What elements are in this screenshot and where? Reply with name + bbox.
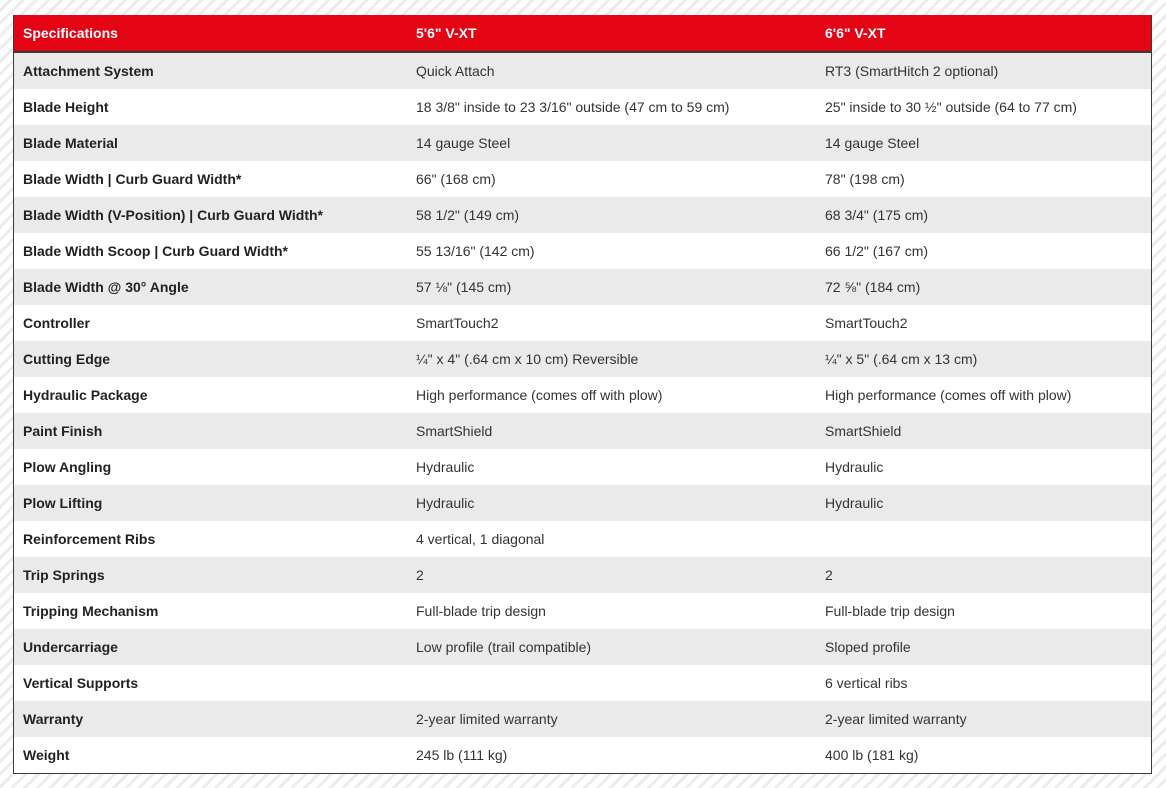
spec-value-model-b: 6 vertical ribs [825,675,908,691]
spec-label: Blade Width Scoop | Curb Guard Width* [23,243,288,259]
table-row [14,737,1151,773]
spec-value-model-a [407,665,816,701]
header-model-b: 6'6" V-XT [816,15,1151,52]
spec-label: Plow Angling [23,459,112,475]
table-row [14,305,1151,341]
header-specifications: Specifications [14,15,407,52]
spec-label: Controller [23,315,90,331]
spec-label: Vertical Supports [23,675,139,691]
spec-value-model-b: 25" inside to 30 ½" outside (64 to 77 cm) [825,99,1077,115]
spec-label: Blade Width @ 30° Angle [23,279,189,295]
table-row [14,521,1151,557]
spec-label: Attachment System [23,63,154,79]
table-row [14,89,1151,125]
spec-value-model-a: High performance (comes off with plow) [416,387,663,403]
spec-value-model-a: 245 lb (111 kg) [416,747,508,763]
spec-value-model-a: 58 1/2" (149 cm) [416,207,520,223]
spec-value-model-a: Quick Attach [416,63,495,79]
header-row [14,15,1151,52]
table-row [14,593,1151,629]
header-model-a: 5'6" V-XT [407,15,816,52]
table-row [14,125,1151,161]
table-row [14,269,1151,305]
spec-label: Blade Material [23,135,118,151]
spec-label: Reinforcement Ribs [23,531,156,547]
spec-value-model-b: Hydraulic [825,495,884,511]
spec-label: Hydraulic Package [23,387,148,403]
table-row [14,485,1151,521]
spec-value-model-b: 400 lb (181 kg) [825,747,919,763]
table-row [14,341,1151,377]
spec-value-model-b: 68 3/4" (175 cm) [825,207,929,223]
table-row [14,665,1151,701]
table-row [14,161,1151,197]
spec-value-model-a: 57 ⅛" (145 cm) [416,279,512,295]
table-row [14,629,1151,665]
spec-label: Warranty [23,711,84,727]
spec-label: Plow Lifting [23,495,103,511]
spec-label: Blade Width | Curb Guard Width* [23,171,242,187]
spec-value-model-b: 14 gauge Steel [825,135,920,151]
table-row [14,197,1151,233]
table-header [14,15,1151,52]
spec-label: Trip Springs [23,567,105,583]
spec-label: Paint Finish [23,423,103,439]
spec-value-model-a: 18 3/8" inside to 23 3/16" outside (47 cm to 59 cm) [416,99,730,115]
spec-label: Blade Width (V-Position) | Curb Guard Width* [23,207,323,223]
spec-value-model-b: SmartTouch2 [825,315,908,331]
table-row [14,449,1151,485]
spec-value-model-a: Low profile (trail compatible) [416,639,592,655]
spec-value-model-a: SmartShield [416,423,493,439]
table-row [14,377,1151,413]
table-row [14,413,1151,449]
spec-label: Cutting Edge [23,351,111,367]
table-row [14,233,1151,269]
spec-value-model-b: 2-year limited warranty [825,711,967,727]
spec-value-model-b: Sloped profile [825,639,911,655]
spec-value-model-b: Hydraulic [825,459,884,475]
spec-value-model-b: 78" (198 cm) [825,171,905,187]
spec-label: Blade Height [23,99,109,115]
table-row [14,701,1151,737]
spec-value-model-a: 2 [416,567,424,583]
spec-value-model-a: 55 13/16" (142 cm) [416,243,535,259]
spec-value-model-b: 2 [825,567,833,583]
spec-value-model-a: 14 gauge Steel [416,135,511,151]
spec-label: Weight [23,747,70,763]
spec-value-model-a: 66" (168 cm) [416,171,496,187]
spec-value-model-a: Hydraulic [416,495,475,511]
spec-value-model-b: RT3 (SmartHitch 2 optional) [825,63,999,79]
spec-value-model-b: ¼" x 5" (.64 cm x 13 cm) [825,351,978,367]
spec-value-model-a: SmartTouch2 [416,315,499,331]
spec-label: Undercarriage [23,639,118,655]
spec-value-model-a: 4 vertical, 1 diagonal [416,531,545,547]
spec-value-model-b: SmartShield [825,423,902,439]
spec-value-model-b: High performance (comes off with plow) [825,387,1072,403]
spec-value-model-a: Full-blade trip design [416,603,546,619]
specifications-table [14,15,1151,773]
spec-value-model-b: Full-blade trip design [825,603,955,619]
table-row [14,52,1151,89]
spec-value-model-a: 2-year limited warranty [416,711,558,727]
spec-value-model-b: 66 1/2" (167 cm) [825,243,929,259]
spec-value-model-a: Hydraulic [416,459,475,475]
table-body [14,52,1151,773]
spec-value-model-b: 72 ⅝" (184 cm) [825,279,921,295]
specifications-table-container [13,15,1152,774]
spec-label: Tripping Mechanism [23,603,159,619]
spec-value-model-b [816,521,1151,557]
spec-value-model-a: ¼" x 4" (.64 cm x 10 cm) Reversible [416,351,639,367]
table-row [14,557,1151,593]
